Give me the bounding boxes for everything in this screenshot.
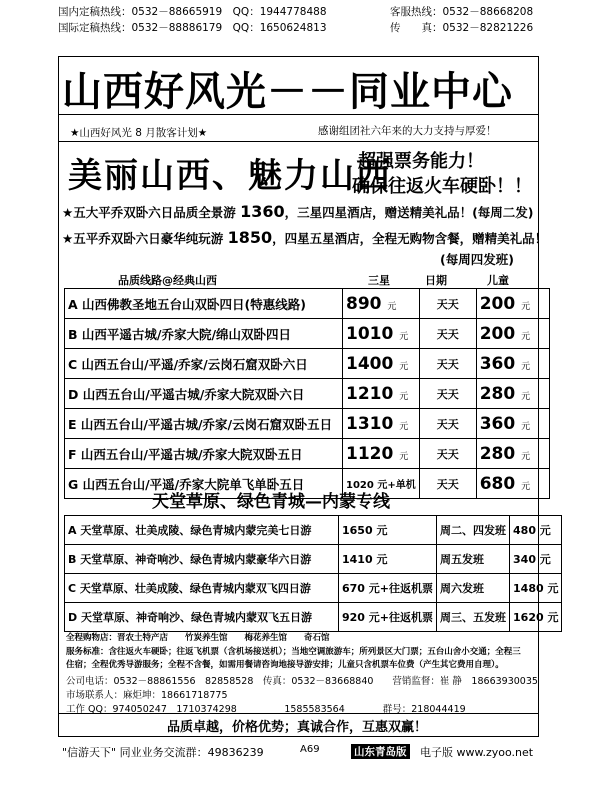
shopping-line: 全程购物店：晋农土特产店 竹炭养生馆 梅花养生馆 奇石馆 — [66, 633, 330, 643]
route-date: 天天 — [419, 409, 476, 439]
imgl-price: 920 元+往返机票 — [339, 603, 437, 632]
child-value: 200 — [479, 293, 516, 314]
promo-2-text: ★五平乔双卧六日豪华纯玩游 — [62, 231, 228, 246]
table-head-star: 三星 — [368, 274, 390, 287]
imgl-child-price: 340 元 — [510, 545, 562, 574]
imgl-price: 670 元+往返机票 — [339, 574, 437, 603]
promo-1-tail: ，三星四星酒店，赠送精美礼品！(每周二发) — [284, 205, 534, 220]
price-value: 1010 — [346, 323, 394, 344]
promo-line-2 — [62, 228, 547, 247]
page-title: 山西好风光－－同业中心 — [62, 69, 513, 115]
child-value: 360 — [479, 353, 516, 374]
service-hotline: 客服热线：0532－88668208 — [390, 6, 534, 18]
route-date: 天天 — [419, 469, 476, 499]
edition-brand: 山东青岛版 — [351, 744, 410, 759]
table-row — [65, 545, 562, 574]
route-name: G 山西五台山/平遥/乔家大院单飞单卧五日 — [65, 469, 343, 499]
child-value: 280 — [479, 383, 516, 404]
page-number: A69 — [300, 744, 320, 755]
promo-2-price: 1850 — [227, 228, 273, 247]
route-date: 天天 — [419, 379, 476, 409]
sleeper-slogan: 确保往返火车硬卧！！ — [352, 176, 532, 197]
intl-hotline: 国际定稿热线：0532－88886179 QQ：1650624813 — [58, 22, 327, 34]
imgl-date: 周二、四发班 — [437, 516, 510, 545]
divider — [58, 114, 539, 115]
route-child-price — [476, 349, 549, 379]
child-unit: 元 — [521, 421, 531, 432]
table-head-date: 日期 — [425, 274, 447, 287]
child-value: 680 — [479, 473, 516, 494]
route-child-price — [476, 439, 549, 469]
imgl-route-name: D 天堂草原、神奇响沙、绿色青城内蒙双飞五日游 — [65, 603, 339, 632]
route-name: A 山西佛教圣地五台山双卧四日(特惠线路) — [65, 289, 343, 319]
route-date: 天天 — [419, 289, 476, 319]
child-unit: 元 — [521, 301, 531, 312]
shanxi-routes-table — [64, 288, 550, 499]
route-child-price — [476, 469, 549, 499]
imgl-child-price: 1620 元 — [510, 603, 562, 632]
imgl-date: 周三、五发班 — [437, 603, 510, 632]
domestic-hotline: 国内定稿热线：0532－88665919 QQ：1944778488 — [58, 6, 327, 18]
route-name: B 山西平遥古城/乔家大院/绵山双卧四日 — [65, 319, 343, 349]
route-date: 天天 — [419, 439, 476, 469]
route-price — [343, 379, 420, 409]
route-date: 天天 — [419, 349, 476, 379]
imgl-route-name: C 天堂草原、壮美成陵、绿色青城内蒙双飞四日游 — [65, 574, 339, 603]
website: 电子版 www.zyoo.net — [420, 746, 534, 759]
imgl-child-price: 480 元 — [510, 516, 562, 545]
table-row — [65, 349, 550, 379]
fax-line: 传 真：0532－82821226 — [390, 22, 534, 34]
ticket-slogan: 超强票务能力！ — [358, 151, 484, 172]
route-child-price — [476, 319, 549, 349]
promo-line-2-schedule: (每周四发班) — [440, 252, 514, 267]
child-value: 360 — [479, 413, 516, 434]
promo-1-price: 1360 — [240, 202, 285, 221]
imgl-date: 周五发班 — [437, 545, 510, 574]
service-line-2: 住宿；全程优秀导游服务；全程不含餐，如需用餐请咨询地接导游安排；儿童只含机票车位费（产生其它费用自理）。 — [66, 660, 504, 670]
price-value: 1120 — [346, 443, 394, 464]
divider — [58, 141, 539, 142]
route-price — [343, 409, 420, 439]
imgl-price: 1410 元 — [339, 545, 437, 574]
child-unit: 元 — [521, 331, 531, 342]
service-line-1: 服务标准：含往返火车硬卧；往返飞机票（含机场接送机）；当地空调旅游车；所列景区大门票；五台山舍小交通；全程三 — [66, 647, 521, 657]
route-price — [343, 349, 420, 379]
child-unit: 元 — [521, 391, 531, 402]
table-row — [65, 603, 562, 632]
work-qq: 工作 QQ：974050247 1710374298 1585583564 群号：218044419 — [66, 704, 466, 715]
route-name: F 山西五台山/平遥古城/乔家大院双卧五日 — [65, 439, 343, 469]
route-name: E 山西五台山/平遥古城/乔家/云岗石窟双卧五日 — [65, 409, 343, 439]
table-row — [65, 289, 550, 319]
route-child-price — [476, 409, 549, 439]
price-unit: 元 — [387, 301, 397, 312]
imgl-date: 周六发班 — [437, 574, 510, 603]
promo-line-1 — [62, 202, 534, 221]
exchange-group: "信游天下" 同业业务交流群：49836239 — [62, 746, 264, 759]
market-contact: 市场联系人：麻炬坤：18661718775 — [66, 690, 228, 701]
price-unit: 元 — [399, 361, 409, 372]
footer-slogan: 品质卓越，价格优势；真诚合作，互惠双赢！ — [167, 720, 428, 735]
inner-mongolia-heading: 天堂草原、绿色青城—内蒙专线 — [152, 492, 390, 512]
price-value: 1400 — [346, 353, 394, 374]
route-child-price — [476, 289, 549, 319]
imgl-child-price: 1480 元 — [510, 574, 562, 603]
child-unit: 元 — [521, 481, 531, 492]
table-row — [65, 574, 562, 603]
table-row — [65, 439, 550, 469]
route-price — [343, 319, 420, 349]
route-name: C 山西五台山/平遥/乔家/云岗石窟双卧六日 — [65, 349, 343, 379]
child-unit: 元 — [521, 361, 531, 372]
main-slogan: 美丽山西、魅力山西 — [68, 156, 392, 196]
price-unit: 元 — [399, 421, 409, 432]
imgl-price: 1650 元 — [339, 516, 437, 545]
price-unit: 元 — [399, 451, 409, 462]
child-value: 280 — [479, 443, 516, 464]
price-value: 1020 元+单机 — [346, 480, 416, 491]
child-value: 200 — [479, 323, 516, 344]
plan-label: ★山西好风光 8 月散客计划★ — [70, 127, 208, 139]
route-price — [343, 439, 420, 469]
company-phone: 公司电话：0532－88861556 82858528 传真：0532－83668840 营销监督：崔 静 18663930035 — [66, 676, 538, 687]
table-row — [65, 379, 550, 409]
price-value: 890 — [346, 293, 382, 314]
route-price — [343, 289, 420, 319]
route-date: 天天 — [419, 319, 476, 349]
thanks-label: 感谢组团社六年来的大力支持与厚爱！ — [318, 125, 497, 137]
table-row — [65, 516, 562, 545]
route-child-price — [476, 379, 549, 409]
divider — [58, 713, 539, 714]
table-head-route: 品质线路@经典山西 — [118, 274, 217, 287]
promo-2-tail: ，四星五星酒店，全程无购物含餐，赠精美礼品！ — [272, 231, 548, 246]
route-name: D 山西五台山/平遥古城/乔家大院双卧六日 — [65, 379, 343, 409]
child-unit: 元 — [521, 451, 531, 462]
promo-1-text: ★五大平乔双卧六日品质全景游 — [62, 205, 241, 220]
price-unit: 元 — [399, 331, 409, 342]
imgl-route-name: A 天堂草原、壮美成陵、绿色青城内蒙完美七日游 — [65, 516, 339, 545]
inner-mongolia-table — [64, 515, 562, 632]
imgl-route-name: B 天堂草原、神奇响沙、绿色青城内蒙豪华六日游 — [65, 545, 339, 574]
table-row — [65, 409, 550, 439]
price-value: 1310 — [346, 413, 394, 434]
price-unit: 元 — [399, 391, 409, 402]
table-row — [65, 319, 550, 349]
table-head-child: 儿童 — [487, 274, 509, 287]
price-value: 1210 — [346, 383, 394, 404]
